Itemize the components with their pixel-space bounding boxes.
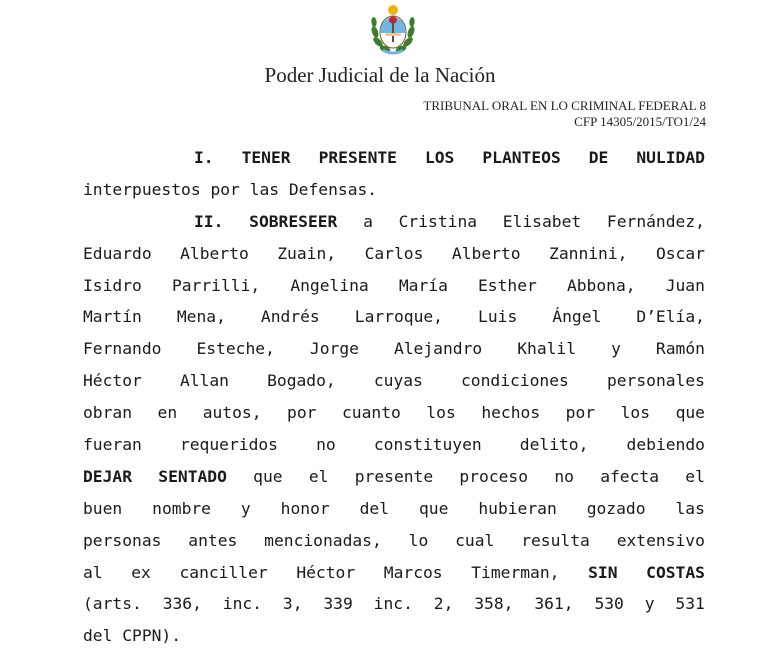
word: el [685, 466, 705, 486]
bold-word: I. [194, 148, 214, 167]
word: que [675, 403, 705, 423]
word: hubieran [478, 498, 557, 518]
text-line [83, 461, 705, 493]
word: no [316, 435, 336, 455]
word: Jorge [309, 339, 359, 359]
word: que [253, 466, 283, 486]
word: Khalil [517, 339, 577, 359]
word: Mena, [176, 307, 226, 327]
word: a [363, 211, 373, 231]
text-line [83, 238, 705, 270]
word: Parrilli, [171, 275, 261, 295]
word: Defensas. [288, 179, 378, 199]
word: Zuain, [277, 243, 337, 263]
word: interpuestos [83, 179, 201, 199]
word: autos, [202, 403, 262, 423]
word: delito, [519, 435, 589, 455]
word: resulta [521, 530, 590, 550]
word: no [554, 466, 574, 486]
word: Alberto [451, 243, 521, 263]
word: Esteche, [196, 339, 275, 359]
word: Oscar [655, 243, 705, 263]
word: Alejandro [393, 339, 483, 359]
word: inc. [222, 594, 263, 614]
word: Abbona, [566, 275, 636, 295]
word: obran [83, 403, 133, 423]
word: Fernández, [606, 211, 705, 231]
word: las [675, 498, 705, 518]
word: D’Elía, [636, 307, 705, 327]
text-line [83, 620, 705, 652]
text-line [83, 270, 705, 302]
word: Martín [83, 307, 142, 327]
word: del [359, 498, 390, 518]
word: 336, [162, 594, 202, 614]
bold-word: SOBRESEER [249, 211, 338, 231]
text-line [83, 557, 705, 589]
bold-word: SIN [588, 562, 618, 582]
word: antes [188, 530, 238, 550]
word: Ramón [655, 339, 705, 359]
text-line [83, 588, 705, 620]
text-line [83, 174, 705, 206]
word: CPPN). [122, 626, 182, 646]
word: Larroque, [354, 307, 443, 327]
word: por [565, 403, 596, 423]
word: personas [83, 530, 162, 550]
word: debiendo [626, 435, 705, 455]
word: condiciones [460, 371, 569, 391]
word: María [398, 275, 448, 295]
institution-title: Poder Judicial de la Nación [264, 63, 496, 87]
word: 339 [323, 594, 353, 614]
word: cuanto [342, 403, 401, 423]
bold-word: DE [588, 148, 609, 167]
word: Elisabet [502, 211, 582, 231]
case-number: CFP 14305/2015/TO1/24 [574, 114, 706, 129]
word: el [308, 466, 329, 486]
text-line [83, 206, 705, 238]
text-line [83, 301, 705, 333]
word: Marcos [383, 562, 443, 582]
word: y [611, 339, 621, 359]
word: Héctor [83, 371, 142, 391]
word: ex [131, 562, 151, 582]
word: que [418, 498, 449, 518]
court-header [423, 98, 706, 130]
word: Angelina [290, 275, 369, 295]
word: constituyen [373, 435, 482, 455]
word: proceso [459, 466, 529, 486]
word: cual [455, 530, 495, 550]
word: por [210, 179, 240, 199]
word: Cristina [398, 211, 478, 231]
word: Isidro [83, 275, 142, 295]
word: honor [280, 498, 330, 518]
resolution-text [83, 142, 705, 652]
word: 530 [594, 594, 624, 614]
word: Esther [478, 275, 537, 295]
word: Allan [179, 371, 229, 391]
word: al [83, 562, 103, 582]
bold-word: DEJAR [83, 466, 133, 486]
word: Alberto [180, 243, 249, 263]
word: por [287, 403, 317, 423]
word: Luis [478, 307, 518, 327]
word: buen [83, 498, 123, 518]
word: Timerman, [471, 562, 560, 582]
court-name: TRIBUNAL ORAL EN LO CRIMINAL FEDERAL 8 [423, 98, 706, 113]
bold-word: PLANTEOS [482, 148, 561, 167]
bold-word: COSTAS [646, 562, 705, 582]
bold-word: II. [194, 211, 224, 231]
word: canciller [179, 562, 268, 582]
bold-word: SENTADO [158, 466, 227, 486]
word: nombre [152, 498, 211, 518]
word: personales [606, 371, 705, 391]
text-line [83, 493, 705, 525]
word: Zannini, [549, 243, 628, 263]
word: (arts. [83, 594, 142, 614]
word: 361, [534, 594, 574, 614]
bold-word: PRESENTE [318, 148, 397, 167]
bold-word: LOS [424, 148, 455, 167]
word: Andrés [260, 307, 320, 327]
text-line [83, 365, 705, 397]
word: fueran [83, 435, 142, 455]
word: del [83, 626, 113, 646]
bold-word: TENER [241, 148, 291, 167]
word: 2, [433, 594, 454, 614]
bold-word: NULIDAD [636, 148, 705, 167]
word: Fernando [83, 339, 162, 359]
word: las [249, 179, 280, 199]
word: extensivo [616, 530, 705, 550]
argentina-coat-of-arms-icon [369, 2, 417, 56]
word: requeridos [179, 435, 278, 455]
word: gozado [586, 498, 646, 518]
word: Eduardo [83, 243, 152, 263]
word: Carlos [364, 243, 424, 263]
word: 531 [675, 594, 705, 614]
text-line [83, 142, 705, 174]
word: y [644, 594, 655, 614]
word: hechos [481, 403, 541, 423]
text-line [83, 333, 705, 365]
text-line [83, 525, 705, 557]
word: los [620, 403, 651, 423]
word: 358, [474, 594, 514, 614]
text-line [83, 397, 705, 429]
word: Juan [665, 275, 705, 295]
word: cuyas [373, 371, 423, 391]
word: inc. [373, 594, 413, 614]
word: mencionadas, [264, 530, 382, 550]
word: 3, [282, 594, 303, 614]
word: Bogado, [267, 371, 336, 391]
word: y [240, 498, 251, 518]
word: Héctor [296, 562, 356, 582]
word: en [157, 403, 178, 423]
word: los [426, 403, 456, 423]
word: lo [408, 530, 429, 550]
word: presente [354, 466, 434, 486]
word: Ángel [552, 307, 602, 327]
word: afecta [600, 466, 660, 486]
text-line [83, 429, 705, 461]
